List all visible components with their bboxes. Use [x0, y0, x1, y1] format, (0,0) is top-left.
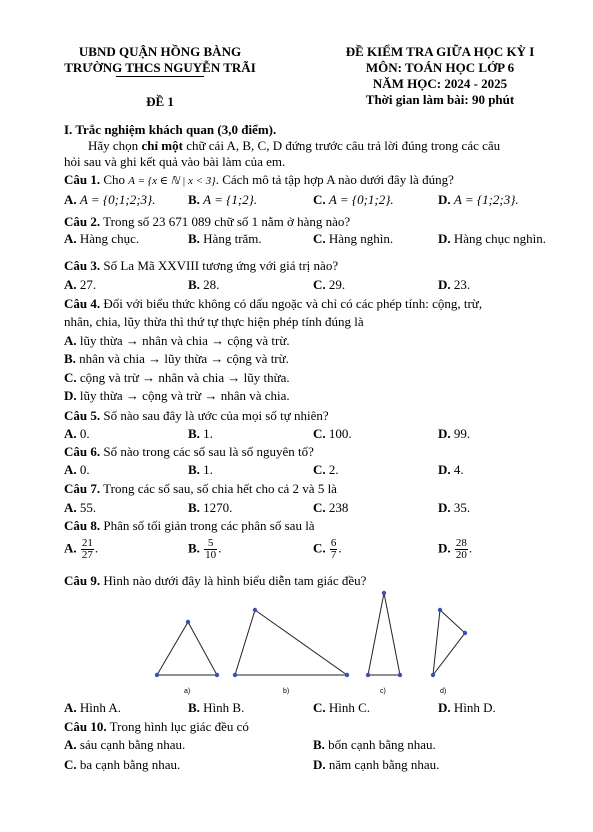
q5-option-a[interactable]: A. 0. [64, 426, 90, 441]
q10-option-a[interactable]: A. sáu cạnh bằng nhau. [64, 737, 186, 752]
q3-option-d[interactable]: D. 23. [438, 277, 471, 292]
q7-option-b[interactable]: B. 1270. [188, 500, 233, 515]
instructions-line-1: Hãy chọn chỉ một chữ cái A, B, C, D đứng trước câu trả lời đúng trong các câu [88, 138, 501, 153]
figure-d-triangle [431, 608, 467, 677]
question-2: Câu 2. Trong số 23 671 089 chữ số 1 nằm ở hàng nào? [64, 214, 351, 229]
triangle-figures [140, 585, 480, 700]
fraction: $\frac{6}{7}$ [330, 537, 337, 561]
figure-b-triangle [233, 608, 349, 677]
q3-option-a[interactable]: A. 27. [64, 277, 97, 292]
school-district: UBND QUẬN HỒNG BÀNG [78, 44, 242, 59]
q6-option-a[interactable]: A. 0. [64, 462, 90, 477]
section-title: I. Trắc nghiệm khách quan (3,0 điểm). [64, 122, 277, 137]
q5-option-c[interactable]: C. 100. [313, 426, 352, 441]
caption-c: c) [380, 688, 386, 695]
question-7: Câu 7. Trong các số sau, số chia hết cho cả 2 và 5 là [64, 481, 337, 496]
q1-option-c[interactable]: C. A = {0;1;2}. [313, 192, 394, 207]
exam-year: NĂM HỌC: 2024 - 2025 [372, 76, 508, 91]
q10-option-b[interactable]: B. bốn cạnh bằng nhau. [313, 737, 436, 752]
exam-subject: MÔN: TOÁN HỌC LỚP 6 [365, 60, 515, 75]
question-4-line-1: Câu 4. Đối với biểu thức không có dấu ngoặc và chỉ có các phép tính: cộng, trừ, [64, 296, 483, 311]
caption-a: a) [184, 688, 191, 695]
exam-title: ĐỀ KIỂM TRA GIỮA HỌC KỲ I [345, 44, 535, 59]
q4-option-b[interactable]: B. nhân và chia → lũy thừa → cộng và trừ. [64, 351, 289, 366]
q2-option-c[interactable]: C. Hàng nghìn. [313, 231, 394, 246]
question-1: Câu 1. Cho A = {x ∈ ℕ | x < 3}. Cách mô tả tập hợp A nào dưới đây là đúng? [64, 172, 454, 187]
q5-option-d[interactable]: D. 99. [438, 426, 471, 441]
q1-option-a[interactable]: A. A = {0;1;2;3}. [64, 192, 156, 207]
q3-option-c[interactable]: C. 29. [313, 277, 346, 292]
q6-option-c[interactable]: C. 2. [313, 462, 339, 477]
q2-option-a[interactable]: A. Hàng chục. [64, 231, 140, 246]
question-5: Câu 5. Số nào sau đây là ước của mọi số tự nhiên? [64, 408, 329, 423]
set-definition: A = {x ∈ ℕ | x < 3} [128, 175, 216, 187]
school-name: TRƯỜNG THCS NGUYỄN TRÃI [64, 60, 256, 75]
q3-option-b[interactable]: B. 28. [188, 277, 220, 292]
question-9: Câu 9. Hình nào dưới đây là hình biểu diễn tam giác đều? [64, 573, 367, 588]
fraction: $\frac{28}{20}$ [455, 537, 467, 561]
q2-option-d[interactable]: D. Hàng chục nghìn. [438, 231, 546, 246]
q5-option-b[interactable]: B. 1. [188, 426, 213, 441]
q8-option-d[interactable]: D. $\frac{28}{20}$ . [438, 537, 473, 561]
q7-option-a[interactable]: A. 55. [64, 500, 97, 515]
q1-option-b[interactable]: B. A = {1;2}. [188, 192, 258, 207]
caption-b: b) [283, 688, 290, 695]
fraction: $\frac{5}{10}$ [205, 537, 217, 561]
question-3: Câu 3. Số La Mã XXVIII tương ứng với giá trị nào? [64, 258, 339, 273]
q9-option-b[interactable]: B. Hình B. [188, 700, 245, 715]
q1-option-d[interactable]: D. A = {1;2;3}. [438, 192, 519, 207]
q4-option-d[interactable]: D. lũy thừa → cộng và trừ → nhân và chia. [64, 388, 290, 403]
figure-a-triangle [155, 620, 219, 677]
question-10: Câu 10. Trong hình lục giác đều có [64, 719, 249, 734]
question-6: Câu 6. Số nào trong các số sau là số nguyên tố? [64, 444, 314, 459]
caption-d: d) [440, 688, 447, 695]
q10-option-c[interactable]: C. ba cạnh bằng nhau. [64, 757, 181, 772]
q8-option-b[interactable]: B. $\frac{5}{10}$ . [188, 537, 222, 561]
exam-code: ĐỀ 1 [146, 94, 174, 109]
q9-option-d[interactable]: D. Hình D. [438, 700, 496, 715]
exam-duration: Thời gian làm bài: 90 phút [365, 92, 515, 107]
q6-option-d[interactable]: D. 4. [438, 462, 464, 477]
q9-option-a[interactable]: A. Hình A. [64, 700, 122, 715]
figure-c-triangle [366, 591, 402, 677]
q8-option-c[interactable]: C. $\frac{6}{7}$ . [313, 537, 342, 561]
instructions-line-2: hỏi sau và ghi kết quả vào bài làm của em. [64, 154, 286, 169]
fraction: $\frac{21}{27}$ [81, 537, 93, 561]
q2-option-b[interactable]: B. Hàng trăm. [188, 231, 262, 246]
header-underline [116, 76, 204, 77]
q7-option-c[interactable]: C. 238 [313, 500, 349, 515]
q6-option-b[interactable]: B. 1. [188, 462, 213, 477]
q4-option-a[interactable]: A. lũy thừa → nhân và chia → cộng và trừ. [64, 333, 290, 348]
q10-option-d[interactable]: D. năm cạnh bằng nhau. [313, 757, 440, 772]
q9-option-c[interactable]: C. Hình C. [313, 700, 371, 715]
q4-option-c[interactable]: C. cộng và trừ → nhân và chia → lũy thừa. [64, 370, 290, 385]
q7-option-d[interactable]: D. 35. [438, 500, 471, 515]
question-8: Câu 8. Phân số tối giản trong các phân số sau là [64, 518, 315, 533]
question-4-line-2: nhân, chia, lũy thừa thì thứ tự thực hiện phép tính đúng là [64, 314, 364, 329]
q8-option-a[interactable]: A. $\frac{21}{27}$ . [64, 537, 99, 561]
